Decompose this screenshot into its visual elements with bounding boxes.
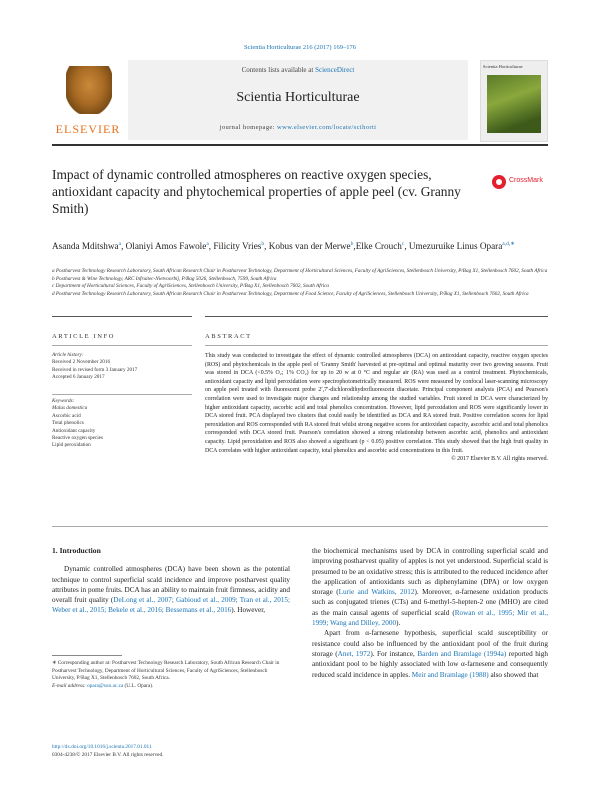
divider-body [52,526,548,527]
affiliation-line: d Postharvest Technology Research Laboratory, South African Research Chair in Postharvest Technology, Department of Food Science, Faculty of AgriSciences, Stellenbosch University, P/Bag X1, Stellenbosch 7602, South Africa [52,290,529,297]
footnote-divider [52,655,122,656]
doi-block [52,744,290,759]
abstract-body [205,352,548,464]
doi-link[interactable]: http://dx.doi.org/10.1016/j.scienta.2017.01.011 [52,744,152,750]
crossmark-label: CrossMark [509,177,543,184]
author-separator: , [404,241,409,252]
history-label: Article history: [52,352,84,358]
keyword-item: Ascorbic acid [52,412,81,419]
elsevier-tree-icon [66,66,112,114]
intro-text: ). For instance, [370,649,418,658]
cover-image [487,75,541,133]
homepage-label: journal homepage: [219,124,275,131]
intro-text: ). [396,619,401,628]
homepage-link[interactable]: www.elsevier.com/locate/scihorti [277,124,377,131]
citation-link[interactable]: Lurie and Watkins, 2012 [338,588,415,597]
author-separator: , [208,241,214,252]
intro-text: Dynamic controlled atmospheres (DCA) have been shown as the potential technique to control superficial scald incidence and improve postharvest quality attributes in pome fruits. DCA has an ability to maintain fruit firmness, acidity and overall fruit quality ( [52,565,290,605]
affiliation-line: c Department of Horticultural Sciences, Faculty of AgriSciences, Stellenbosch University, P/Bag X1, Stellenbosch 7602, South Africa [52,283,329,290]
journal-banner [52,60,548,148]
crossmark-icon [492,175,506,189]
footnote [52,660,290,690]
author-separator: , [353,241,356,252]
intro-paragraph [312,628,548,679]
issn-line: 0304-4238/© 2017 Elsevier B.V. All rights reserved. [52,751,164,758]
article-info-heading: ARTICLE INFO [52,333,116,340]
elsevier-logo[interactable] [52,60,124,140]
intro-text: ). However, [231,606,266,615]
abstract-heading: ABSTRACT [205,333,252,340]
intro-paragraph [312,546,548,628]
author-affiliation-mark[interactable]: c [401,241,405,247]
keyword-item: Lipid peroxidation [52,442,91,449]
email-tail: (U.L. Opara). [124,682,154,689]
crossmark-badge[interactable] [492,174,548,192]
keyword-item: Antioxidant capacity [52,427,96,434]
history-item: Received in revised form 3 January 2017 [52,366,138,373]
intro-text: ). Moreover, α-farnesene oxidation products such as conjugated trienes (CTs) and 6-methyl-5-hepten-2 one (MHO) are cited as the main causal agents of superficial scald ( [312,588,548,617]
author-name[interactable]: Umezuruike Linus Opara [408,241,503,252]
author-name[interactable]: Asanda Mditshwa [52,241,119,252]
contents-line [128,66,468,74]
citation-link[interactable]: Anet, 1972 [337,649,371,658]
journal-header-box [128,60,468,140]
author-affiliation-mark[interactable]: b [350,241,354,247]
author-affiliation-mark[interactable]: b [261,241,265,247]
citation-link[interactable]: DeLong et al., 2007; Gabioud et al., 2009; Tran et al., 2015; Weber et al., 2015; Bekele et al., 2016; Bessemans et al., 2016 [52,596,291,615]
keyword-item: Total phenolics [52,420,84,427]
copyright-notice: © 2017 Elsevier B.V. All rights reserved. [451,456,548,463]
intro-text: Apart from α-farnesene hypothesis, superficial scald susceptibility or resistance could also be influenced by the antioxidant pool of the fruit during storage ( [312,629,548,658]
abstract-text: This study was conducted to investigate the effect of dynamic controlled atmospheres (DCA) on antioxidant capacity, reactive oxygen species (ROS) and phytochemicals in the apple peel of 'Granny Smith' harvested at pre-optimal and optimal maturity over two growing seasons. Fruit was stored in DCA (<0.5% O₂; 1% CO₂) for up to 20 w at 0 °C and regular air (RA) was used as a control treatment. Phytochemicals, antioxidant capacity and lipid peroxidation were spectrophotometrically measured. ROS were measured by confocal laser-scanning microscopy on apple peel treated with fluorescent probe 2′,7′-dichlorodihydrofluorescein diacetate. Principal component analysis (PCA) and Pearson's correlation were used to investigate major changes and relationship among the studied variables. Fruit stored in DCA were characterized by higher antioxidant capacity, ascorbic acid and total phenolics concentration. However, lipid peroxidation and ROS were significantly lower in DCA stored fruit. PCA displayed two clusters that could easily be identified as DCA and RA stored fruit. Positive correlation scores for lipid peroxidation and ROS corresponded with RA stored fruit whilst strong negative scores for antioxidant capacity, ascorbic acid and total phenolics corresponded with DCA stored fruit. Pearson's correlation showed a strong relationship between ascorbic acid, phenolics and antioxidant capacity. Lipid peroxidation and ROS also showed a significant (p < 0.05) positive correlation. This study showed that the high fruit quality in DCA correlates with higher antioxidant capacity, total phenolics and ascorbic acid concentrations in this fruit. [205,353,548,454]
divider-article-info [52,316,192,317]
contents-prefix: Contents lists available at [241,66,314,74]
keyword-item: Reactive oxygen species [52,435,103,442]
author-list [52,238,548,253]
intro-text: reported high antioxidant pool to be highly associated with low α-farnesene and consequently reduced scald incidence in apples. [312,649,548,679]
citation-link[interactable]: Meir and Bramlage (1988) [411,670,489,679]
author-affiliation-mark[interactable]: a,d,∗ [502,241,515,247]
sciencedirect-link[interactable]: ScienceDirect [315,66,355,74]
author-separator: , [121,241,126,252]
affiliation-line: a Postharvest Technology Research Laboratory, South African Research Chair in Postharvest Technology, Department of Horticultural Sciences, Faculty of AgriSciences, Stellenbosch University, P/Bag X1, Stellenbosch 7602, South Africa [52,268,548,274]
journal-cover[interactable] [480,60,548,142]
intro-heading: 1. Introduction [52,546,101,555]
author-name[interactable]: Filicity Vries [213,241,262,252]
author-affiliation-mark[interactable]: a [206,241,209,247]
divider-keywords [52,394,192,395]
journal-homepage [128,124,468,131]
email-line [52,683,290,691]
author-name[interactable]: Elke Crouch [355,241,402,252]
affiliation-line: b Postharvest & Wine Technology, ARC Infruitec-Nietvoorbij, P/Bag 5026, Stellenbosch, 7599, South Africa [52,275,277,282]
history-item: Accepted 6 January 2017 [52,374,105,381]
article-history [52,352,192,382]
author-name[interactable]: Kobus van der Merwe [268,241,351,252]
citation-link[interactable]: Barden and Bramlage (1994a) [417,649,507,658]
affiliations [52,268,548,298]
author-affiliation-mark[interactable]: a [118,241,122,247]
journal-citation[interactable]: Scientia Horticulturae 216 (2017) 169–176 [244,44,356,51]
divider-abstract [205,316,548,317]
email-label: E-mail address: [52,682,86,689]
header-divider [52,144,548,146]
keywords [52,398,192,450]
journal-title: Scientia Horticulturae [236,90,360,105]
intro-right-column [312,546,548,680]
intro-text: the biochemical mechanisms used by DCA in controlling superficial scald and improving postharvest quality of apples is not yet understood. Superficial scald is presumed to be an oxidative stress; this is attributed to the reduced incidence after the application of antioxidants such as diphenylamine (DPA) or low oxygen storage ( [312,547,548,597]
keywords-label: Keywords: [52,398,75,404]
keyword-item: Malus domestica [52,405,88,412]
intro-left-column [52,546,290,616]
article-title: Impact of dynamic controlled atmospheres on reactive oxygen species, antioxidant capacity and phytochemical properties of apple peel (cv. Granny Smith) [52,167,461,216]
author-name[interactable]: Olaniyi Amos Fawole [125,241,207,252]
author-separator: , [264,241,269,252]
history-item: Received 2 November 2016 [52,359,111,366]
cover-title: Scientia Horticulturae [483,64,523,69]
intro-paragraph [52,564,290,615]
divider-info-sub [52,345,192,346]
intro-text: also showed that [488,670,539,679]
email-link[interactable]: opara@sun.ac.za [87,682,124,689]
citation-link[interactable]: Rowan et al., 1995; Mir et al., 1999; Wang and Dilley, 2000 [312,608,548,628]
corresponding-author: ∗ Corresponding author at: Postharvest Technology Research Laboratory, South African Research Chair in Postharvest Technology, Department of Horticultural Sciences, Faculty of AgriSciences, Stellenbosch University, P/Bag X1, Stellenbosch 7602, South Africa. [52,660,280,681]
elsevier-wordmark: ELSEVIER [55,122,121,136]
divider-abstract-sub [205,345,548,346]
